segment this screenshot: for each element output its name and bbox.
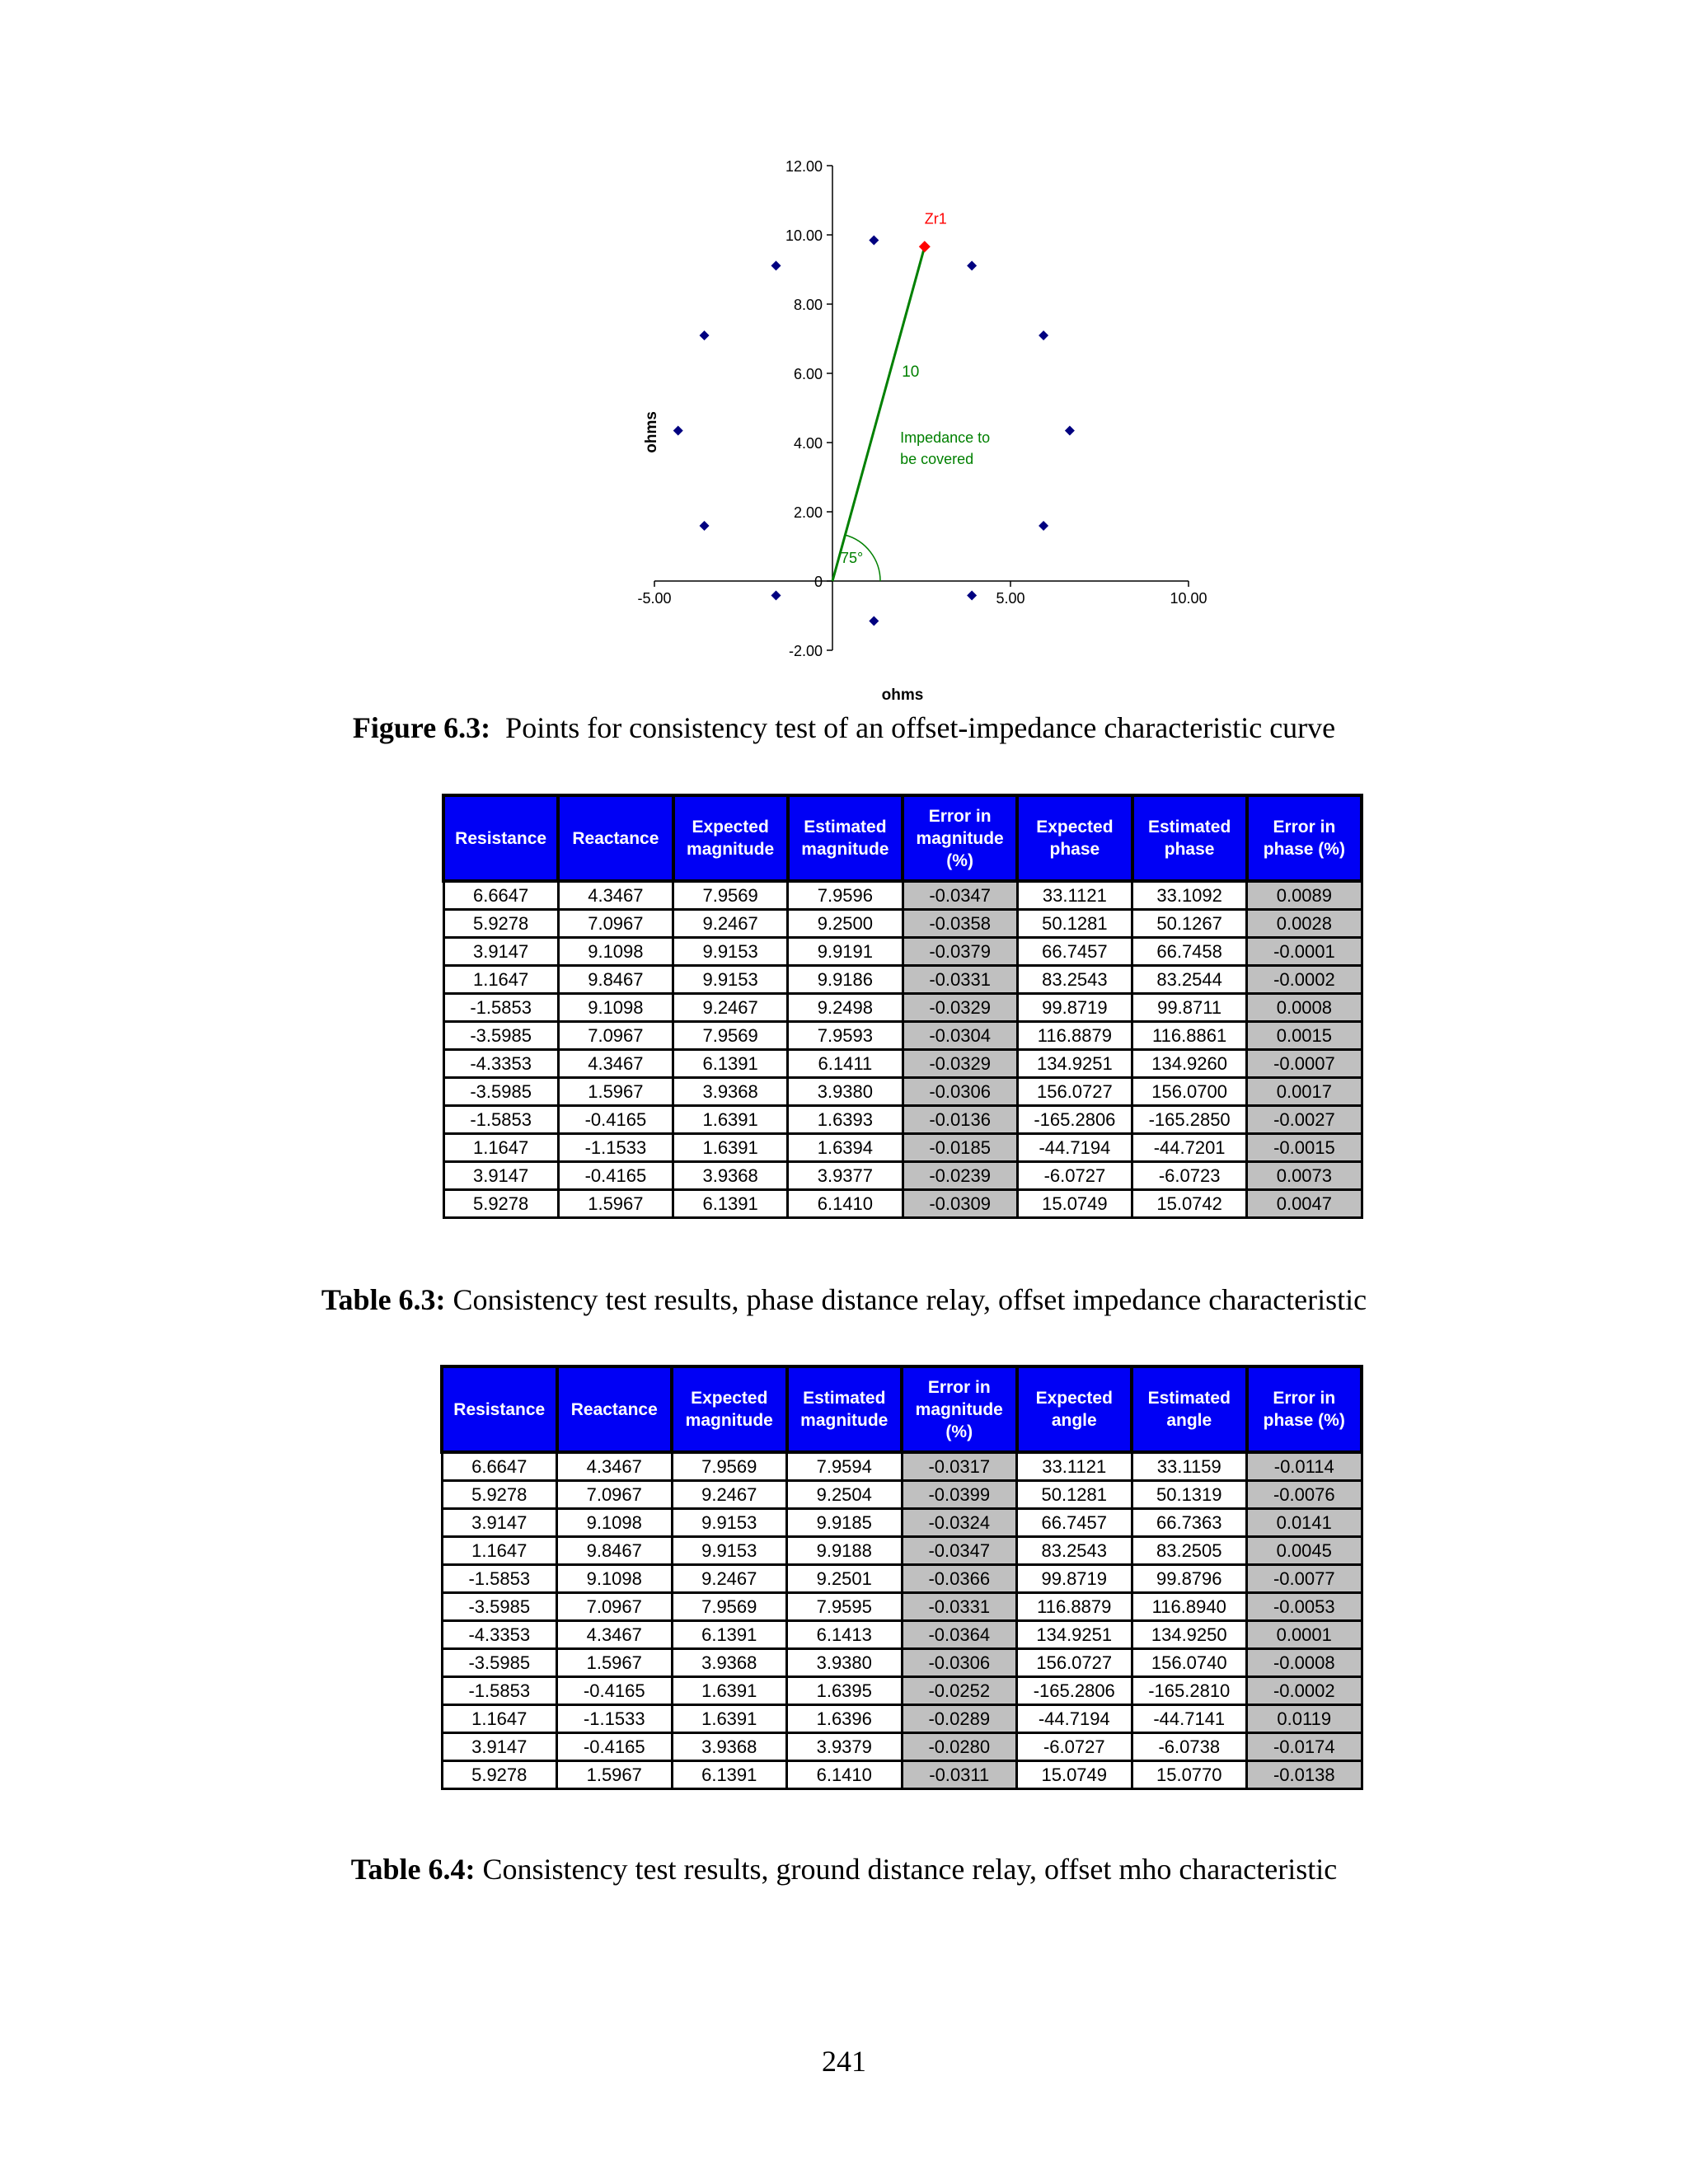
table-cell: 3.9147 bbox=[442, 1509, 557, 1537]
table-row bbox=[443, 1106, 1362, 1134]
table-cell: 99.8719 bbox=[1017, 994, 1132, 1022]
table-cell: 7.0967 bbox=[558, 910, 673, 938]
table-cell: -0.0002 bbox=[1247, 1677, 1362, 1705]
table-cell: 50.1319 bbox=[1132, 1481, 1247, 1509]
table-cell: -0.0304 bbox=[903, 1022, 1017, 1050]
annotation-label: Impedance to be covered bbox=[900, 429, 991, 467]
table-cell: 4.3467 bbox=[557, 1452, 673, 1481]
table-cell: -165.2810 bbox=[1132, 1677, 1247, 1705]
table-cell: -0.0358 bbox=[903, 910, 1017, 938]
table-row bbox=[443, 910, 1362, 938]
y-tick-label: 4.00 bbox=[793, 435, 823, 452]
table-cell: -0.4165 bbox=[557, 1677, 673, 1705]
table-cell: 33.1121 bbox=[1017, 1452, 1132, 1481]
table-cell: 5.9278 bbox=[443, 910, 558, 938]
table-cell: -0.4165 bbox=[557, 1733, 673, 1761]
table-row bbox=[443, 994, 1362, 1022]
table-cell: -3.5985 bbox=[443, 1022, 558, 1050]
table-cell: 3.9368 bbox=[672, 1649, 787, 1677]
table-cell: 6.1410 bbox=[788, 1190, 903, 1218]
y-tick-label: 6.00 bbox=[793, 366, 823, 382]
table-cell: -44.7141 bbox=[1132, 1705, 1247, 1733]
table-cell: 156.0740 bbox=[1132, 1649, 1247, 1677]
table-row bbox=[443, 938, 1362, 966]
table-cell: 3.9380 bbox=[788, 1078, 903, 1106]
table-cell: 4.3467 bbox=[558, 1050, 673, 1078]
table-cell: 83.2543 bbox=[1017, 1537, 1132, 1565]
table-cell: 9.9153 bbox=[672, 1537, 787, 1565]
table-cell: 1.1647 bbox=[443, 1134, 558, 1162]
table-row bbox=[443, 1162, 1362, 1190]
table-row bbox=[443, 1190, 1362, 1218]
table-cell: 33.1092 bbox=[1132, 881, 1247, 910]
x-tick-label: -5.00 bbox=[637, 590, 672, 607]
table-cell: 7.9569 bbox=[673, 881, 788, 910]
table-cell: 9.2467 bbox=[673, 994, 788, 1022]
table-cell: 1.5967 bbox=[558, 1190, 673, 1218]
table-cell: 1.6394 bbox=[788, 1134, 903, 1162]
table-cell: 3.9379 bbox=[787, 1733, 903, 1761]
table-cell: 50.1281 bbox=[1017, 910, 1132, 938]
table-cell: 83.2505 bbox=[1132, 1537, 1247, 1565]
table-cell: -0.0306 bbox=[903, 1078, 1017, 1106]
x-axis-label: ohms bbox=[881, 687, 924, 704]
table-cell: -0.4165 bbox=[558, 1106, 673, 1134]
table-cell: -1.5853 bbox=[443, 994, 558, 1022]
table-cell: 1.1647 bbox=[442, 1537, 557, 1565]
y-tick-label: 0 bbox=[814, 574, 823, 590]
table-row bbox=[442, 1733, 1362, 1761]
table-cell: 7.9569 bbox=[672, 1593, 787, 1621]
table-row bbox=[443, 966, 1362, 994]
table-row bbox=[443, 1134, 1362, 1162]
figure-caption-text: Points for consistency test of an offset-impedance characteristic curve bbox=[505, 711, 1336, 744]
table-cell: -0.0136 bbox=[903, 1106, 1017, 1134]
table-cell: -6.0727 bbox=[1017, 1162, 1132, 1190]
table-6-4 bbox=[440, 1365, 1363, 1790]
table-cell: 156.0700 bbox=[1132, 1078, 1247, 1106]
table-row bbox=[443, 1022, 1362, 1050]
table64-header-7: Error in phase (%) bbox=[1247, 1366, 1362, 1452]
table-cell: 116.8879 bbox=[1017, 1022, 1132, 1050]
table-cell: 9.2498 bbox=[788, 994, 903, 1022]
table-cell: -0.0289 bbox=[902, 1705, 1017, 1733]
table-cell: 7.9595 bbox=[787, 1593, 903, 1621]
table-cell: -165.2850 bbox=[1132, 1106, 1247, 1134]
table-row bbox=[443, 881, 1362, 910]
table-cell: -0.0329 bbox=[903, 994, 1017, 1022]
table64-header-0: Resistance bbox=[442, 1366, 557, 1452]
data-point bbox=[1039, 521, 1048, 531]
table-cell: -0.0317 bbox=[902, 1452, 1017, 1481]
y-tick-label: 8.00 bbox=[793, 297, 823, 313]
table-cell: -0.0007 bbox=[1247, 1050, 1362, 1078]
table64-header-5: Expected angle bbox=[1017, 1366, 1132, 1452]
table-cell: 9.9191 bbox=[788, 938, 903, 966]
x-tick-label: 5.00 bbox=[996, 590, 1025, 607]
table-cell: 1.6391 bbox=[672, 1677, 787, 1705]
table-cell: 7.9596 bbox=[788, 881, 903, 910]
table-cell: -0.0329 bbox=[903, 1050, 1017, 1078]
table-cell: 134.9250 bbox=[1132, 1621, 1247, 1649]
table-cell: 1.6393 bbox=[788, 1106, 903, 1134]
table-cell: 0.0047 bbox=[1247, 1190, 1362, 1218]
table-cell: -0.0252 bbox=[902, 1677, 1017, 1705]
table-cell: 0.0028 bbox=[1247, 910, 1362, 938]
table-cell: -0.0306 bbox=[902, 1649, 1017, 1677]
table-cell: 0.0001 bbox=[1247, 1621, 1362, 1649]
table-cell: 3.9368 bbox=[673, 1078, 788, 1106]
table63-header-7: Error in phase (%) bbox=[1247, 795, 1362, 881]
y-axis-label: ohms bbox=[643, 411, 660, 453]
table-row bbox=[442, 1565, 1362, 1593]
table-cell: -3.5985 bbox=[442, 1649, 557, 1677]
table-cell: -1.5853 bbox=[442, 1565, 557, 1593]
table-cell: -6.0727 bbox=[1017, 1733, 1132, 1761]
table-cell: 99.8719 bbox=[1017, 1565, 1132, 1593]
table-6-3-caption-text: Consistency test results, phase distance relay, offset impedance characteristic bbox=[445, 1283, 1367, 1316]
table-cell: 3.9380 bbox=[787, 1649, 903, 1677]
table-cell: 3.9147 bbox=[442, 1733, 557, 1761]
table63-header-3: Estimated magnitude bbox=[788, 795, 903, 881]
table-cell: 3.9368 bbox=[673, 1162, 788, 1190]
table-cell: 9.9153 bbox=[673, 966, 788, 994]
table64-header-6: Estimated angle bbox=[1132, 1366, 1247, 1452]
table-cell: -6.0738 bbox=[1132, 1733, 1247, 1761]
table-cell: 134.9251 bbox=[1017, 1621, 1132, 1649]
table-cell: 9.2500 bbox=[788, 910, 903, 938]
table-cell: 156.0727 bbox=[1017, 1649, 1132, 1677]
table-cell: 5.9278 bbox=[442, 1481, 557, 1509]
table-cell: -0.4165 bbox=[558, 1162, 673, 1190]
table-cell: 5.9278 bbox=[443, 1190, 558, 1218]
angle-label: 75° bbox=[841, 550, 864, 566]
table-cell: -0.0366 bbox=[902, 1565, 1017, 1593]
table-cell: 7.9594 bbox=[787, 1452, 903, 1481]
table-row bbox=[442, 1705, 1362, 1733]
table-cell: -44.7194 bbox=[1017, 1705, 1132, 1733]
table-cell: -0.0331 bbox=[903, 966, 1017, 994]
table-6-4-caption bbox=[0, 1852, 1688, 1886]
y-tick-label: 10.00 bbox=[785, 227, 823, 244]
y-tick-label: -2.00 bbox=[788, 643, 823, 659]
table-cell: 9.9153 bbox=[673, 938, 788, 966]
table-cell: 9.2467 bbox=[673, 910, 788, 938]
table-cell: 3.9377 bbox=[788, 1162, 903, 1190]
table-cell: 134.9251 bbox=[1017, 1050, 1132, 1078]
table-cell: 9.8467 bbox=[558, 966, 673, 994]
table-cell: 99.8711 bbox=[1132, 994, 1247, 1022]
table64-header-3: Estimated magnitude bbox=[787, 1366, 903, 1452]
table-cell: 0.0141 bbox=[1247, 1509, 1362, 1537]
table-cell: 6.6647 bbox=[443, 881, 558, 910]
data-point bbox=[1039, 330, 1048, 340]
data-point bbox=[967, 260, 977, 270]
table-cell: 7.0967 bbox=[558, 1022, 673, 1050]
table-row bbox=[442, 1621, 1362, 1649]
data-point bbox=[869, 235, 879, 245]
table-cell: -0.0364 bbox=[902, 1621, 1017, 1649]
table-cell: -0.0076 bbox=[1247, 1481, 1362, 1509]
table64-header-1: Reactance bbox=[557, 1366, 673, 1452]
figure-caption-label: Figure 6.3: bbox=[352, 711, 491, 744]
table-cell: -0.0347 bbox=[902, 1537, 1017, 1565]
table64-header-4: Error in magnitude (%) bbox=[902, 1366, 1017, 1452]
table-cell: -44.7201 bbox=[1132, 1134, 1247, 1162]
table-cell: -0.0015 bbox=[1247, 1134, 1362, 1162]
table-cell: 1.6391 bbox=[673, 1134, 788, 1162]
table-row bbox=[442, 1452, 1362, 1481]
table-row bbox=[442, 1537, 1362, 1565]
table-cell: 9.1098 bbox=[557, 1509, 673, 1537]
table-cell: 6.1411 bbox=[788, 1050, 903, 1078]
table-cell: -4.3353 bbox=[442, 1621, 557, 1649]
table-cell: 156.0727 bbox=[1017, 1078, 1132, 1106]
table-cell: 15.0749 bbox=[1017, 1761, 1132, 1789]
data-point bbox=[700, 521, 710, 531]
table-row bbox=[443, 1078, 1362, 1106]
table-row bbox=[442, 1761, 1362, 1789]
table-cell: 66.7458 bbox=[1132, 938, 1247, 966]
zr1-point bbox=[919, 241, 931, 252]
table-cell: -165.2806 bbox=[1017, 1677, 1132, 1705]
data-point bbox=[771, 590, 781, 600]
table-cell: 6.6647 bbox=[442, 1452, 557, 1481]
table-cell: 15.0770 bbox=[1132, 1761, 1247, 1789]
table-cell: -3.5985 bbox=[443, 1078, 558, 1106]
table-cell: 66.7457 bbox=[1017, 938, 1132, 966]
table-cell: -44.7194 bbox=[1017, 1134, 1132, 1162]
table-header-row bbox=[443, 795, 1362, 881]
table-6-4-caption-text: Consistency test results, ground distance relay, offset mho characteristic bbox=[475, 1853, 1338, 1886]
table-cell: 0.0119 bbox=[1247, 1705, 1362, 1733]
table-cell: -0.0399 bbox=[902, 1481, 1017, 1509]
table-cell: 9.2467 bbox=[672, 1481, 787, 1509]
table-cell: 83.2544 bbox=[1132, 966, 1247, 994]
table-cell: 1.5967 bbox=[557, 1649, 673, 1677]
table-cell: 9.9185 bbox=[787, 1509, 903, 1537]
table-cell: -0.0077 bbox=[1247, 1565, 1362, 1593]
table-cell: 7.9569 bbox=[672, 1452, 787, 1481]
table-cell: 3.9368 bbox=[672, 1733, 787, 1761]
table-cell: 15.0742 bbox=[1132, 1190, 1247, 1218]
table-6-3-caption-label: Table 6.3: bbox=[321, 1283, 446, 1316]
table-row bbox=[442, 1509, 1362, 1537]
table-cell: 7.0967 bbox=[557, 1481, 673, 1509]
table63-header-0: Resistance bbox=[443, 795, 558, 881]
zr1-label: Zr1 bbox=[924, 210, 947, 227]
impedance-chart bbox=[610, 158, 1207, 704]
table-cell: -1.1533 bbox=[557, 1705, 673, 1733]
table-cell: -3.5985 bbox=[442, 1593, 557, 1621]
table-cell: -1.1533 bbox=[558, 1134, 673, 1162]
table-cell: 0.0008 bbox=[1247, 994, 1362, 1022]
table-cell: 9.1098 bbox=[558, 938, 673, 966]
table-cell: 0.0017 bbox=[1247, 1078, 1362, 1106]
data-point bbox=[700, 330, 710, 340]
table-cell: 9.9188 bbox=[787, 1537, 903, 1565]
table-cell: 116.8861 bbox=[1132, 1022, 1247, 1050]
table-cell: 0.0015 bbox=[1247, 1022, 1362, 1050]
table-cell: 1.1647 bbox=[442, 1705, 557, 1733]
table-6-4-caption-label: Table 6.4: bbox=[350, 1853, 476, 1886]
table-cell: -6.0723 bbox=[1132, 1162, 1247, 1190]
table-cell: -1.5853 bbox=[443, 1106, 558, 1134]
table-cell: 50.1267 bbox=[1132, 910, 1247, 938]
table-cell: 1.6396 bbox=[787, 1705, 903, 1733]
table-cell: -0.0008 bbox=[1247, 1649, 1362, 1677]
table-cell: -0.0324 bbox=[902, 1509, 1017, 1537]
table-cell: 9.2504 bbox=[787, 1481, 903, 1509]
table-row bbox=[442, 1481, 1362, 1509]
data-point bbox=[869, 616, 879, 626]
table-cell: 83.2543 bbox=[1017, 966, 1132, 994]
table-6-3-caption bbox=[0, 1282, 1688, 1317]
table-cell: 6.1413 bbox=[787, 1621, 903, 1649]
table-cell: -1.5853 bbox=[442, 1677, 557, 1705]
x-tick-label: 10.00 bbox=[1170, 590, 1207, 607]
table-cell: -0.0114 bbox=[1247, 1452, 1362, 1481]
table-cell: 3.9147 bbox=[443, 1162, 558, 1190]
table-cell: 6.1391 bbox=[673, 1190, 788, 1218]
table-row bbox=[442, 1593, 1362, 1621]
table-cell: -0.0002 bbox=[1247, 966, 1362, 994]
figure-caption bbox=[0, 710, 1688, 745]
table-cell: -0.0239 bbox=[903, 1162, 1017, 1190]
table-cell: -0.0185 bbox=[903, 1134, 1017, 1162]
reach-line bbox=[832, 246, 925, 581]
table-cell: 1.6395 bbox=[787, 1677, 903, 1705]
table-cell: 1.6391 bbox=[673, 1106, 788, 1134]
table-cell: 9.1098 bbox=[557, 1565, 673, 1593]
table-cell: 134.9260 bbox=[1132, 1050, 1247, 1078]
table-cell: -0.0309 bbox=[903, 1190, 1017, 1218]
table-cell: 9.9153 bbox=[672, 1509, 787, 1537]
table-cell: -0.0347 bbox=[903, 881, 1017, 910]
table63-header-4: Error in magnitude (%) bbox=[903, 795, 1017, 881]
table63-header-1: Reactance bbox=[558, 795, 673, 881]
table-cell: 3.9147 bbox=[443, 938, 558, 966]
table-cell: 9.1098 bbox=[558, 994, 673, 1022]
table-cell: -0.0311 bbox=[902, 1761, 1017, 1789]
table-6-3 bbox=[442, 794, 1363, 1219]
table-cell: 4.3467 bbox=[557, 1621, 673, 1649]
table-cell: 99.8796 bbox=[1132, 1565, 1247, 1593]
table-cell: 0.0073 bbox=[1247, 1162, 1362, 1190]
table-row bbox=[442, 1649, 1362, 1677]
table-cell: 9.9186 bbox=[788, 966, 903, 994]
table-cell: 1.1647 bbox=[443, 966, 558, 994]
table-cell: 33.1121 bbox=[1017, 881, 1132, 910]
table-cell: 33.1159 bbox=[1132, 1452, 1247, 1481]
page-number: 241 bbox=[822, 2045, 866, 2078]
table-row bbox=[443, 1050, 1362, 1078]
table-cell: 1.5967 bbox=[557, 1761, 673, 1789]
table-cell: 0.0089 bbox=[1247, 881, 1362, 910]
table-cell: 6.1391 bbox=[672, 1621, 787, 1649]
data-point bbox=[673, 425, 683, 435]
table-cell: 9.8467 bbox=[557, 1537, 673, 1565]
table64-header-2: Expected magnitude bbox=[672, 1366, 787, 1452]
table-cell: 1.5967 bbox=[558, 1078, 673, 1106]
table63-header-2: Expected magnitude bbox=[673, 795, 788, 881]
table-cell: -0.0280 bbox=[902, 1733, 1017, 1761]
table-cell: 15.0749 bbox=[1017, 1190, 1132, 1218]
table-cell: 7.9569 bbox=[673, 1022, 788, 1050]
table-cell: -0.0001 bbox=[1247, 938, 1362, 966]
data-point bbox=[771, 260, 781, 270]
table-cell: 4.3467 bbox=[558, 881, 673, 910]
table-cell: 6.1391 bbox=[673, 1050, 788, 1078]
table-cell: 9.2467 bbox=[672, 1565, 787, 1593]
y-tick-label: 12.00 bbox=[785, 158, 823, 175]
table-cell: 1.6391 bbox=[672, 1705, 787, 1733]
table-cell: -165.2806 bbox=[1017, 1106, 1132, 1134]
table-cell: 50.1281 bbox=[1017, 1481, 1132, 1509]
table-cell: 5.9278 bbox=[442, 1761, 557, 1789]
table63-header-6: Estimated phase bbox=[1132, 795, 1247, 881]
table-cell: -0.0379 bbox=[903, 938, 1017, 966]
table63-header-5: Expected phase bbox=[1017, 795, 1132, 881]
table-row bbox=[442, 1677, 1362, 1705]
table-cell: 116.8879 bbox=[1017, 1593, 1132, 1621]
y-tick-label: 2.00 bbox=[793, 504, 823, 521]
data-point bbox=[1065, 425, 1075, 435]
table-cell: -4.3353 bbox=[443, 1050, 558, 1078]
table-cell: 6.1391 bbox=[672, 1761, 787, 1789]
table-cell: 66.7457 bbox=[1017, 1509, 1132, 1537]
table-cell: 116.8940 bbox=[1132, 1593, 1247, 1621]
table-cell: 6.1410 bbox=[787, 1761, 903, 1789]
table-cell: 9.2501 bbox=[787, 1565, 903, 1593]
table-cell: -0.0331 bbox=[902, 1593, 1017, 1621]
table-cell: 7.9593 bbox=[788, 1022, 903, 1050]
table-cell: -0.0174 bbox=[1247, 1733, 1362, 1761]
table-cell: 7.0967 bbox=[557, 1593, 673, 1621]
table-cell: -0.0138 bbox=[1247, 1761, 1362, 1789]
table-cell: -0.0053 bbox=[1247, 1593, 1362, 1621]
table-cell: 66.7363 bbox=[1132, 1509, 1247, 1537]
table-cell: -0.0027 bbox=[1247, 1106, 1362, 1134]
data-point bbox=[967, 590, 977, 600]
reach-line-label: 10 bbox=[902, 363, 920, 382]
table-header-row bbox=[442, 1366, 1362, 1452]
table-cell: 0.0045 bbox=[1247, 1537, 1362, 1565]
